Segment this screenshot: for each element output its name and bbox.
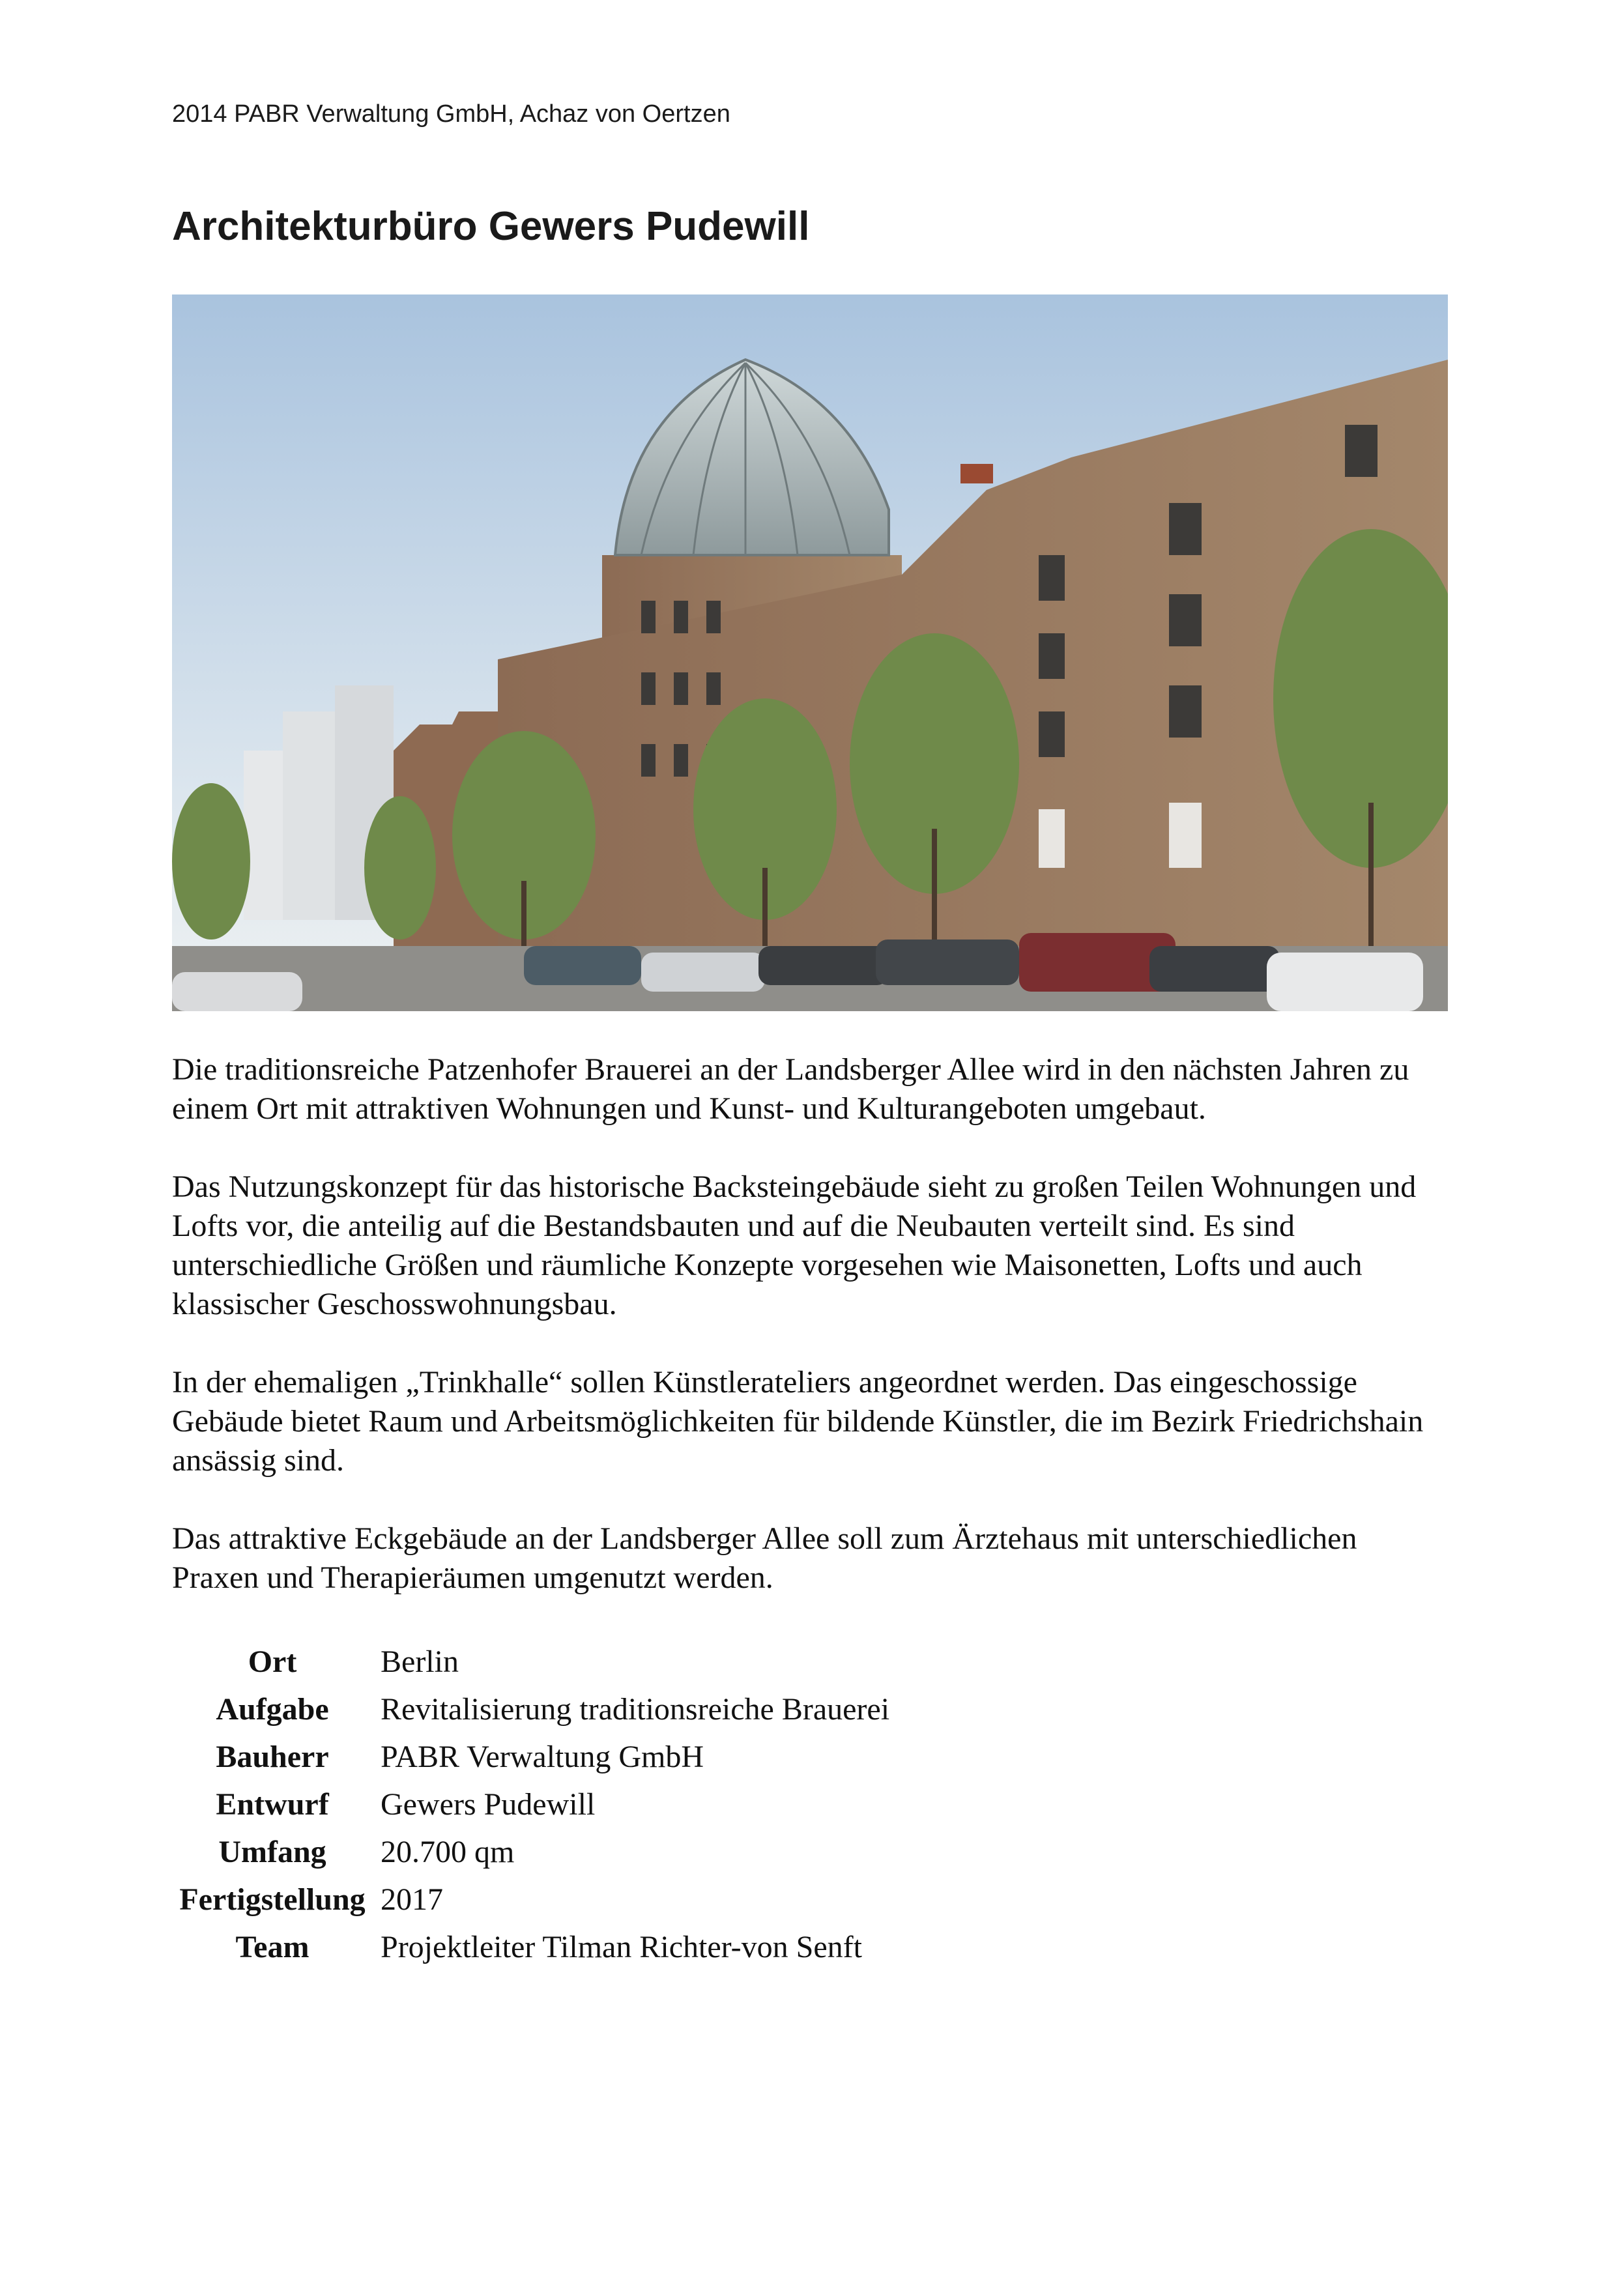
paragraph: In der ehemaligen „Trinkhalle“ sollen Künstlerateliers angeordnet werden. Das eingeschossige Gebäude bietet Raum und Arbeitsmöglichkeiten für bildende Künstler, die im Bezirk Friedrichshain ansässig sind. [172, 1365, 1424, 1478]
fact-row-team [172, 1923, 889, 1971]
fact-label: Ort [248, 1644, 297, 1679]
fact-row-aufgabe [172, 1686, 889, 1733]
fact-value: 2017 [381, 1882, 443, 1917]
page-title: Architekturbüro Gewers Pudewill [172, 204, 810, 249]
building-photo [172, 294, 1448, 1011]
fact-value: Gewers Pudewill [381, 1787, 596, 1822]
fact-label: Fertigstellung [179, 1882, 366, 1917]
brewery-illustration [172, 294, 1448, 1011]
fact-value: Berlin [381, 1644, 459, 1679]
body-text [172, 1050, 1449, 1637]
fact-row-ort [172, 1638, 889, 1686]
fact-row-bauherr [172, 1733, 889, 1781]
fact-value: PABR Verwaltung GmbH [381, 1740, 704, 1774]
paragraph: Die traditionsreiche Patzenhofer Brauerei an der Landsberger Allee wird in den nächsten Jahren zu einem Ort mit attraktiven Wohnungen und Kunst- und Kulturangeboten umgebaut. [172, 1052, 1409, 1126]
fact-label: Team [235, 1930, 310, 1964]
paragraph: Das attraktive Eckgebäude an der Landsberger Allee soll zum Ärztehaus mit unterschiedlichen Praxen und Therapieräumen umgenutzt werden. [172, 1521, 1357, 1595]
fact-row-fertigstellung [172, 1876, 889, 1923]
fact-label: Aufgabe [216, 1692, 329, 1727]
project-facts [172, 1638, 889, 1971]
paragraph: Das Nutzungskonzept für das historische Backsteingebäude sieht zu großen Teilen Wohnungen und Lofts vor, die anteilig auf die Bestandsbauten und auf die Neubauten verteilt sind. Es sind unterschiedliche Größen und räumliche Konzepte vorgesehen wie Maisonetten, Lofts und auch klassischer Geschosswohnungsbau. [172, 1170, 1417, 1321]
fact-label: Umfang [218, 1835, 326, 1869]
fact-label: Bauherr [216, 1740, 329, 1774]
fact-row-entwurf [172, 1781, 889, 1828]
fact-value: Revitalisierung traditionsreiche Brauerei [381, 1692, 890, 1727]
fact-value: 20.700 qm [381, 1835, 515, 1869]
fact-value: Projektleiter Tilman Richter-von Senft [381, 1930, 862, 1964]
fact-label: Entwurf [216, 1787, 329, 1822]
fact-row-umfang [172, 1828, 889, 1876]
page-header: 2014 PABR Verwaltung GmbH, Achaz von Oertzen [172, 100, 730, 128]
